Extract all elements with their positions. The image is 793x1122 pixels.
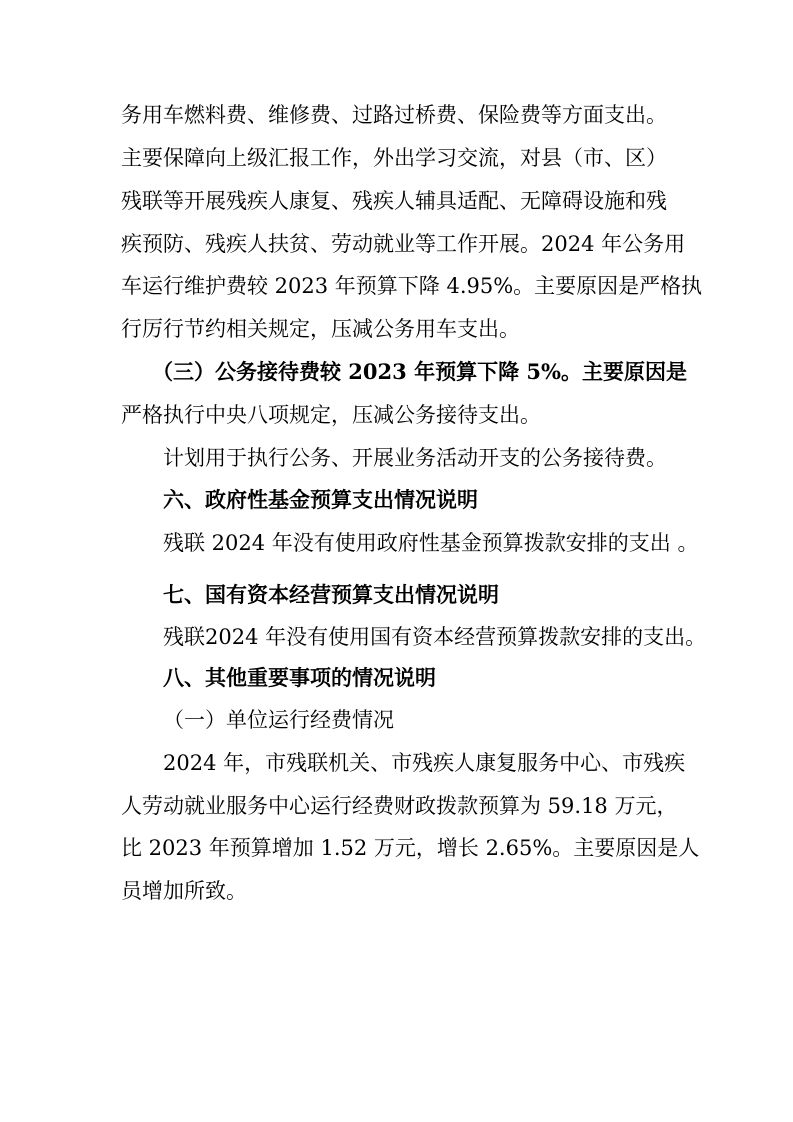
body-line-18: 比 2023 年预算增加 1.52 万元，增长 2.65%。主要原因是人	[121, 836, 700, 860]
section-heading-7: 七、国有资本经营预算支出情况说明	[163, 583, 499, 607]
body-line-19: 员增加所致。	[121, 879, 247, 903]
body-line-9: 计划用于执行公务、开展业务活动开支的公务接待费。	[163, 446, 667, 470]
body-line-2: 主要保障向上级汇报工作，外出学习交流，对县（市、区）	[121, 146, 667, 170]
subsection-heading-1: （一）单位运行经费情况	[163, 708, 394, 732]
body-line-16: 2024 年，市残联机关、市残疾人康复服务中心、市残疾	[163, 751, 686, 775]
body-line-17: 人劳动就业服务中心运行经费财政拨款预算为 59.18 万元，	[121, 794, 678, 818]
body-line-11: 残联 2024 年没有使用政府性基金预算拨款安排的支出 。	[163, 531, 699, 555]
section-heading-6: 六、政府性基金预算支出情况说明	[163, 488, 478, 512]
body-line-4: 疾预防、残疾人扶贫、劳动就业等工作开展。2024 年公务用	[121, 232, 686, 256]
body-line-8: 严格执行中央八项规定，压减公务接待支出。	[121, 403, 541, 427]
body-line-6: 行厉行节约相关规定，压减公务用车支出。	[121, 317, 520, 341]
body-line-5: 车运行维护费较 2023 年预算下降 4.95%。主要原因是严格执	[121, 274, 703, 298]
body-line-1: 务用车燃料费、维修费、过路过桥费、保险费等方面支出。	[121, 103, 667, 127]
subsection-reception-line-1: （三）公务接待费较 2023 年预算下降 5%。主要原因是	[152, 359, 687, 384]
section-heading-8: 八、其他重要事项的情况说明	[163, 666, 436, 690]
body-line-3: 残联等开展残疾人康复、残疾人辅具适配、无障碍设施和残	[121, 189, 667, 213]
body-line-13: 残联2024 年没有使用国有资本经营预算拨款安排的支出。	[163, 625, 707, 649]
